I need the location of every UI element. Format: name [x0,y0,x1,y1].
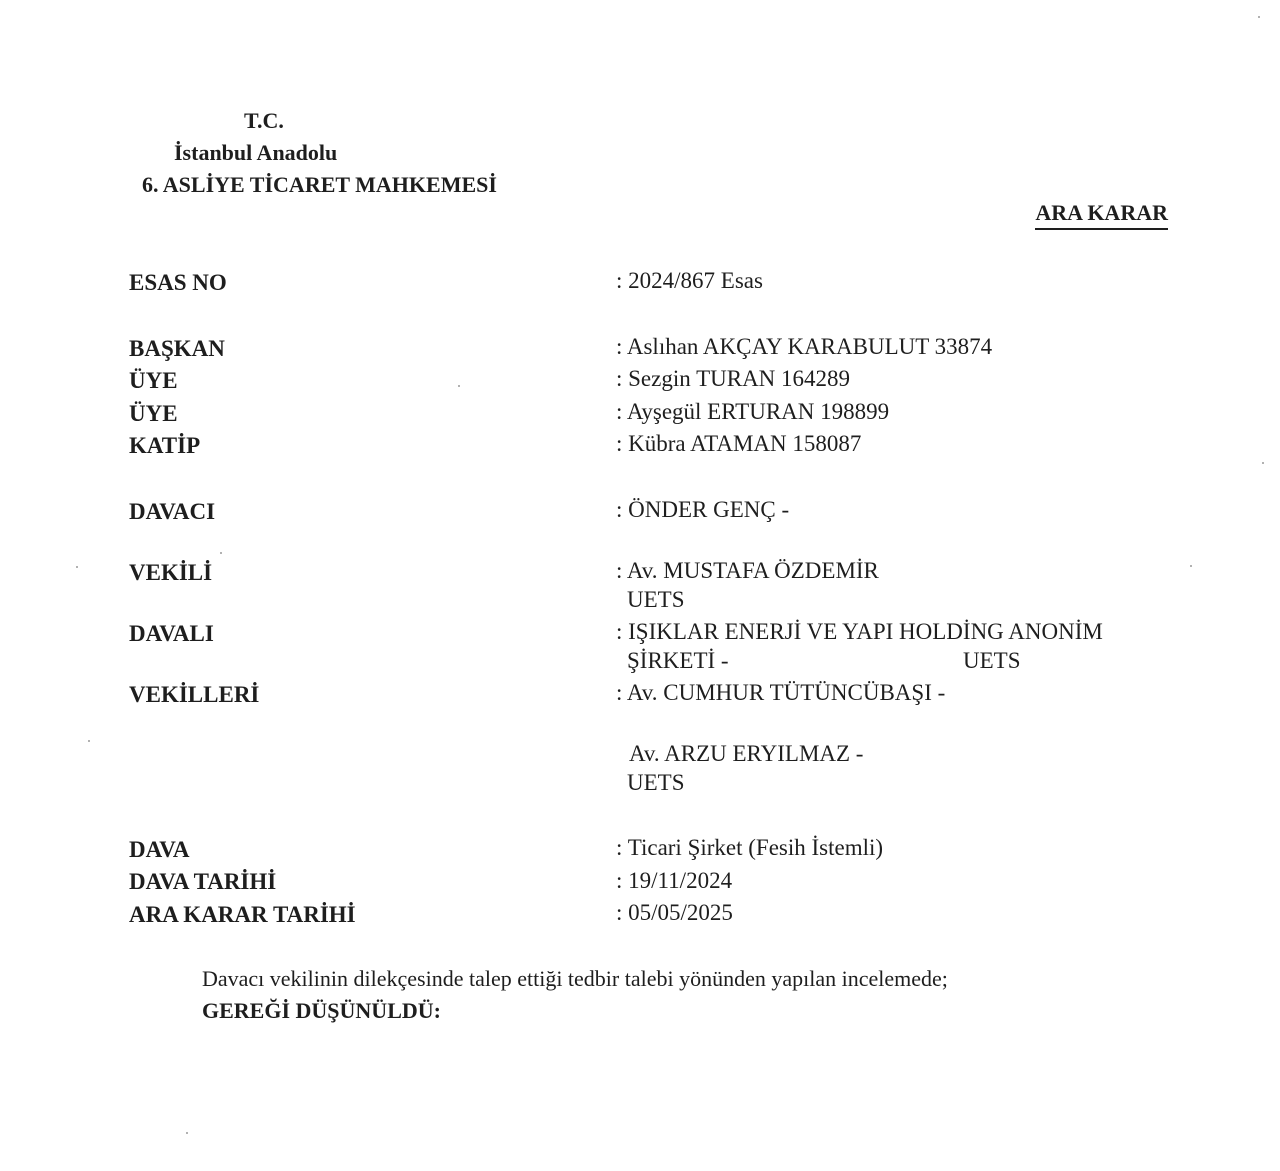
vekili-label: VEKİLİ [129,560,213,585]
ara-karar-tarihi-label: ARA KARAR TARİHİ [129,902,356,927]
dava-label: DAVA [129,837,190,862]
baskan-value: : Aslıhan AKÇAY KARABULUT 33874 [616,334,993,359]
uye1-value: : Sezgin TURAN 164289 [616,366,851,391]
davali-value: : IŞIKLAR ENERJİ VE YAPI HOLDİNG ANONİM [616,619,1103,644]
ara-karar-tarihi-value: : 05/05/2025 [616,900,733,925]
uye1-label: ÜYE [129,368,178,393]
vekilleri-value-line2: Av. ARZU ERYILMAZ - [629,741,864,766]
scan-speck [186,1132,188,1134]
davaci-value: : ÖNDER GENÇ - [616,497,790,522]
scan-speck [1190,565,1192,567]
vekili-value-line2: UETS [627,587,685,612]
scan-speck [1262,462,1264,464]
header-city: İstanbul Anadolu [174,140,338,165]
scan-speck [1258,16,1260,18]
vekili-value: : Av. MUSTAFA ÖZDEMİR [616,558,879,583]
vekilleri-value-line3: UETS [627,770,685,795]
scan-speck [76,566,78,568]
body-conclusion: GEREĞİ DÜŞÜNÜLDÜ: [202,998,441,1023]
document-title: ARA KARAR [1035,200,1168,230]
esas-no-value: : 2024/867 Esas [616,268,763,293]
katip-label: KATİP [129,433,201,458]
baskan-label: BAŞKAN [129,336,225,361]
vekilleri-value: : Av. CUMHUR TÜTÜNCÜBAŞI - [616,680,946,705]
scan-speck [458,385,460,387]
davaci-label: DAVACI [129,499,216,524]
dava-value: : Ticari Şirket (Fesih İstemli) [616,835,884,860]
scan-speck [220,552,222,554]
header-tc: T.C. [244,108,284,133]
esas-no-label: ESAS NO [129,270,227,295]
davali-value-line2: ŞİRKETİ - [627,648,729,673]
davali-value-uets: UETS [963,648,1021,673]
uye2-label: ÜYE [129,401,178,426]
uye2-value: : Ayşegül ERTURAN 198899 [616,399,890,424]
scan-speck [88,740,90,742]
katip-value: : Kübra ATAMAN 158087 [616,431,862,456]
davali-label: DAVALI [129,621,214,646]
dava-tarihi-value: : 19/11/2024 [616,868,733,893]
vekilleri-label: VEKİLLERİ [129,682,260,707]
body-paragraph: Davacı vekilinin dilekçesinde talep ettiği tedbir talebi yönünden yapılan incelemede; [202,966,948,991]
dava-tarihi-label: DAVA TARİHİ [129,869,277,894]
header-court: 6. ASLİYE TİCARET MAHKEMESİ [142,172,497,197]
